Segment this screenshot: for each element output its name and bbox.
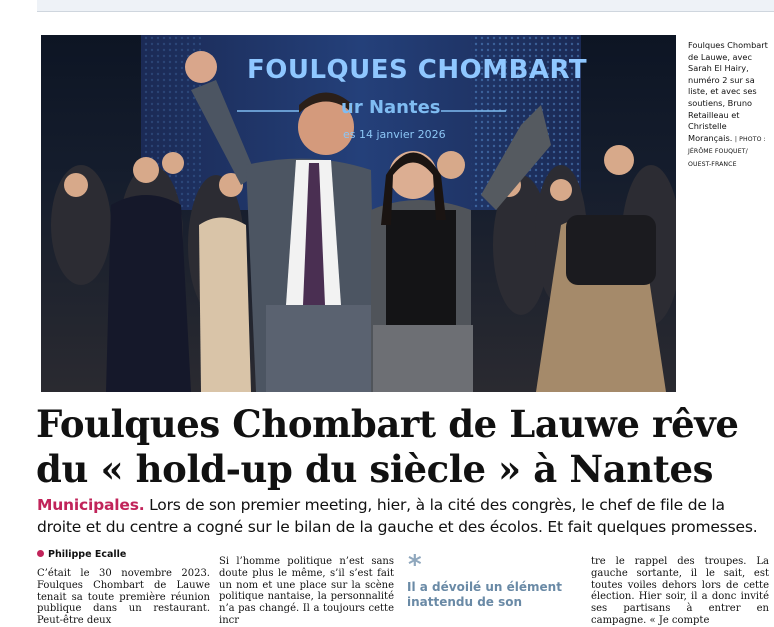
caption-text: Foulques Chombart de Lauwe, avec Sarah El Hairy, numéro 2 sur sa liste, et avec ses soutiens, Bruno Retailleau et Christelle Morançais. bbox=[688, 40, 768, 143]
asterisk-icon: * bbox=[408, 550, 422, 580]
bullet-dot-icon bbox=[37, 550, 44, 557]
pull-quote: Il a dévoilé un élément inattendu de son bbox=[407, 580, 562, 609]
banner-subtitle: ur Nantes bbox=[341, 97, 441, 118]
crowd-illustration bbox=[41, 35, 676, 392]
lead-paragraph bbox=[37, 494, 773, 538]
lead-text: Lors de son premier meeting, hier, à la cité des congrès, le chef de file de la droite et du centre a cogné sur le bilan de la gauche et des écolos. Et fait quelques promesses. bbox=[37, 496, 758, 536]
body-column-1: C’était le 30 novembre 2023. Foulques Chombart de Lauwe tenait sa toute première réunion publique dans un restaurant. Peut-être deux bbox=[37, 568, 210, 627]
body-column-3: tre le rappel des troupes. La gauche sortante, il le sait, est toutes voiles dehors lors de cette élection. Hier soir, il a donc invité ses partisans à entrer en campagne. « Je compte bbox=[591, 556, 769, 626]
banner-date: es 14 janvier 2026 bbox=[343, 128, 446, 141]
photo-caption bbox=[688, 40, 770, 171]
headline-line-1: Foulques Chombart de Lauwe rêve bbox=[36, 402, 739, 446]
section-kicker: Municipales. bbox=[37, 496, 145, 514]
headline-line-2: du « hold-up du siècle » à Nantes bbox=[36, 447, 714, 491]
top-bar bbox=[37, 0, 774, 12]
banner-title: FOULQUES CHOMBART bbox=[247, 55, 588, 85]
news-photo bbox=[41, 35, 676, 392]
headline bbox=[36, 402, 772, 492]
body-column-2: Si l’homme politique n’est sans doute plus le même, s’il s’est fait un nom et une place sur la scène politique nantaise, la personnalité n’a pas changé. Il a toujours cette incr bbox=[219, 556, 394, 626]
byline bbox=[37, 549, 126, 560]
author-name: Philippe Ecalle bbox=[48, 549, 127, 560]
photo-credit: | PHOTO : JÉRÔME FOUQUET/ OUEST-FRANCE bbox=[688, 135, 766, 168]
